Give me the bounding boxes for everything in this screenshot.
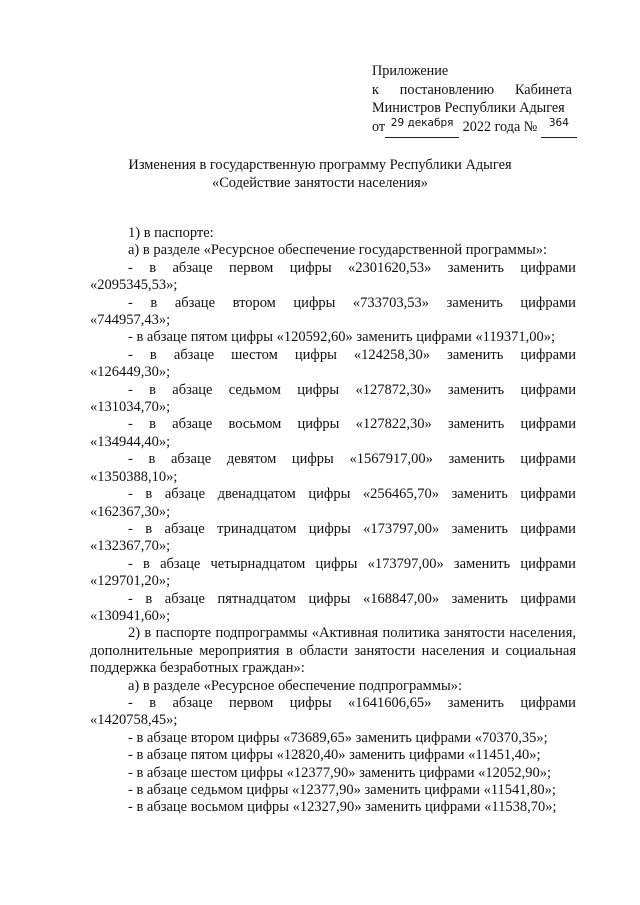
amendment-word: заменить [448,451,505,468]
amendment-word: цифры [289,259,332,276]
amendment-item: - в абзаце пятом цифры «120592,60» заменить цифрами «119371,00»; [128,329,555,346]
amendment-word: абзаце [164,520,205,537]
amendment-word: - [128,451,133,468]
amendment-word: абзаце [170,451,212,468]
amendment-line [90,591,576,608]
amendment-continuation: «134944,40»; [90,433,171,450]
amendment-word: абзаце [172,259,213,276]
amendment-item [90,556,576,591]
amendment-item [90,591,576,626]
document-body [90,225,576,817]
amendment-word: двенадцатом [217,486,296,503]
amendment-continuation: «132367,70»; [90,538,171,555]
amendment-word: в [149,259,157,276]
amendment-word: - [128,259,133,276]
section-2-items [90,730,576,817]
amendment-word: заменить [453,555,511,572]
amendment-item [90,486,576,521]
amendment-word: цифрами [520,451,576,468]
amendment-word: абзаце [174,294,216,311]
amendment-item: - в абзаце втором цифры «73689,65» заменить цифрами «70370,35»; [128,729,548,746]
amendment-continuation: «126449,30»; [90,364,171,381]
amendment-continuation: «2095345,53»; [90,277,178,294]
amendment-word: первом [229,694,274,711]
amendment-word: - [128,520,133,537]
appendix-word: к [372,81,379,98]
amendment-word: - [128,416,133,433]
amendment-word: «733703,53» [352,294,430,311]
appendix-ministers-line: Министров Республики Адыгея [372,100,565,116]
amendment-word: цифры [297,381,340,398]
amendment-word: в [145,590,153,607]
amendment-word: заменить [447,381,505,398]
amendment-word: седьмом [228,381,281,398]
amendment-word: восьмом [228,416,282,433]
section-2-heading: 2) в паспорте подпрограммы «Активная политика занятости населения, дополнительные мероприятия в области занятости населения и социальная поддержка безработных граждан»: [90,625,576,677]
amendment-word: тринадцатом [217,520,297,537]
amendment-line [90,695,576,712]
amendment-word: - [128,346,133,363]
amendment-word: цифрами [520,694,576,711]
amendment-continuation: «131034,70»; [90,399,171,416]
amendment-continuation: «744957,43»; [90,312,171,329]
amendment-item [90,451,576,486]
amendment-word: пятнадцатом [217,590,296,607]
amendment-line [90,451,576,468]
amendment-item [90,416,576,451]
amendment-word: абзаце [164,486,206,503]
amendment-word: - [128,694,133,711]
date-field [385,118,459,139]
amendment-word: абзаце [160,555,201,572]
amendment-word: «2301620,53» [348,259,432,276]
amendment-line [90,382,576,399]
amendment-word: в [145,486,153,503]
title-line-1: Изменения в государственную программу Республики Адыгея [128,157,512,173]
amendment-line [90,295,576,312]
amendment-word: - [128,294,133,311]
number-field [541,118,577,139]
amendment-word: цифры [308,590,351,607]
amendment-word: абзаце [164,590,205,607]
amendment-word: первом [229,259,274,276]
amendment-word: цифрами [520,555,576,572]
appendix-year: 2022 года № [462,118,538,135]
amendment-word: в [149,694,157,711]
amendment-item [90,695,576,730]
amendment-word: в [148,451,156,468]
amendment-word: цифрами [520,486,576,503]
amendment-continuation: «1420758,45»; [90,712,178,729]
amendment-word: в [145,520,153,537]
amendment-word: заменить [447,694,505,711]
amendment-line [90,416,576,433]
amendment-word: - [128,590,133,607]
amendment-word: «1641606,65» [348,694,432,711]
amendment-line [90,347,576,364]
amendment-item: - в абзаце шестом цифры «12377,90» заменить цифрами «12052,90»; [128,764,552,781]
amendment-word: абзаце [172,694,213,711]
amendment-line [90,260,576,277]
amendment-word: цифрами [520,259,576,276]
appendix-word: Кабинета [515,81,572,98]
amendment-word: заменить [446,294,503,311]
amendment-word: «127822,30» [355,416,432,433]
amendment-word: «173797,00» [363,520,440,537]
appendix-block [372,62,572,138]
amendment-word: «168847,00» [362,590,440,607]
amendment-word: абзаце [172,381,213,398]
amendment-word: «256465,70» [362,486,440,503]
amendment-word: цифры [294,346,337,363]
amendment-word: заменить [447,346,504,363]
amendment-word: цифры [293,294,336,311]
amendment-item [90,521,576,556]
amendment-word: цифрами [520,346,576,363]
amendment-item [90,347,576,382]
amendment-line [90,556,576,573]
section-2-first-item [90,695,576,730]
amendment-word: абзаце [173,346,215,363]
appendix-from: от [372,118,386,135]
amendment-word: абзаце [172,416,213,433]
appendix-title: Приложение [372,63,449,79]
amendment-item: - в абзаце восьмом цифры «12327,90» заменить цифрами «11538,70»; [128,799,557,816]
amendment-word: заменить [447,259,505,276]
section-1-items [90,260,576,626]
section-1a-heading: а) в разделе «Ресурсное обеспечение государственной программы»: [128,242,548,259]
amendment-continuation: «129701,20»; [90,573,171,590]
amendment-line [90,521,576,538]
amendment-word: «124258,30» [353,346,431,363]
amendment-word: цифрами [520,520,576,537]
section-1-heading: 1) в паспорте: [128,225,214,241]
amendment-word: шестом [231,346,278,363]
amendment-word: цифры [308,486,351,503]
amendment-word: цифры [289,694,332,711]
document-title [90,156,550,192]
appendix-word: постановлению [399,81,495,98]
amendment-word: четырнадцатом [210,555,306,572]
amendment-word: в [150,294,158,311]
section-2a-heading: а) в разделе «Ресурсное обеспечение подпрограммы»: [128,677,463,694]
amendment-word: заменить [451,486,508,503]
amendment-word: цифры [297,416,340,433]
amendment-continuation: «1350388,10»; [90,468,178,485]
amendment-continuation: «130941,60»; [90,607,171,624]
handwritten-number: 364 [548,116,569,129]
amendment-word: «127872,30» [355,381,432,398]
amendment-word: «1567917,00» [349,451,433,468]
amendment-line [90,486,576,503]
amendment-item [90,260,576,295]
amendment-item [90,295,576,330]
amendment-word: заменить [451,520,508,537]
amendment-word: девятом [226,451,277,468]
amendment-item: - в абзаце седьмом цифры «12377,90» заменить цифрами «11541,80»; [128,782,556,798]
amendment-word: заменить [451,590,508,607]
handwritten-date: 29 декабря [390,116,454,129]
amendment-word: - [128,381,133,398]
amendment-word: - [128,555,133,572]
amendment-word: в [149,381,156,398]
amendment-continuation: «162367,30»; [90,503,171,520]
title-line-2: «Содействие занятости населения» [212,175,428,191]
amendment-word: заменить [447,416,505,433]
amendment-word: цифры [315,555,358,572]
amendment-word: цифрами [520,381,576,398]
appendix-date-line [372,118,572,139]
amendment-word: цифры [308,520,351,537]
amendment-word: в [149,346,157,363]
amendment-word: в [143,555,150,572]
amendment-word: цифрами [520,590,576,607]
amendment-word: цифры [291,451,334,468]
amendment-word: - [128,486,133,503]
amendment-word: цифрами [520,294,576,311]
amendment-word: цифрами [520,416,576,433]
appendix-resolution-line [372,81,572,100]
amendment-word: в [149,416,156,433]
amendment-word: втором [232,294,276,311]
amendment-word: «173797,00» [367,555,444,572]
amendment-item [90,382,576,417]
amendment-item: - в абзаце пятом цифры «12820,40» заменить цифрами «11451,40»; [128,747,541,764]
